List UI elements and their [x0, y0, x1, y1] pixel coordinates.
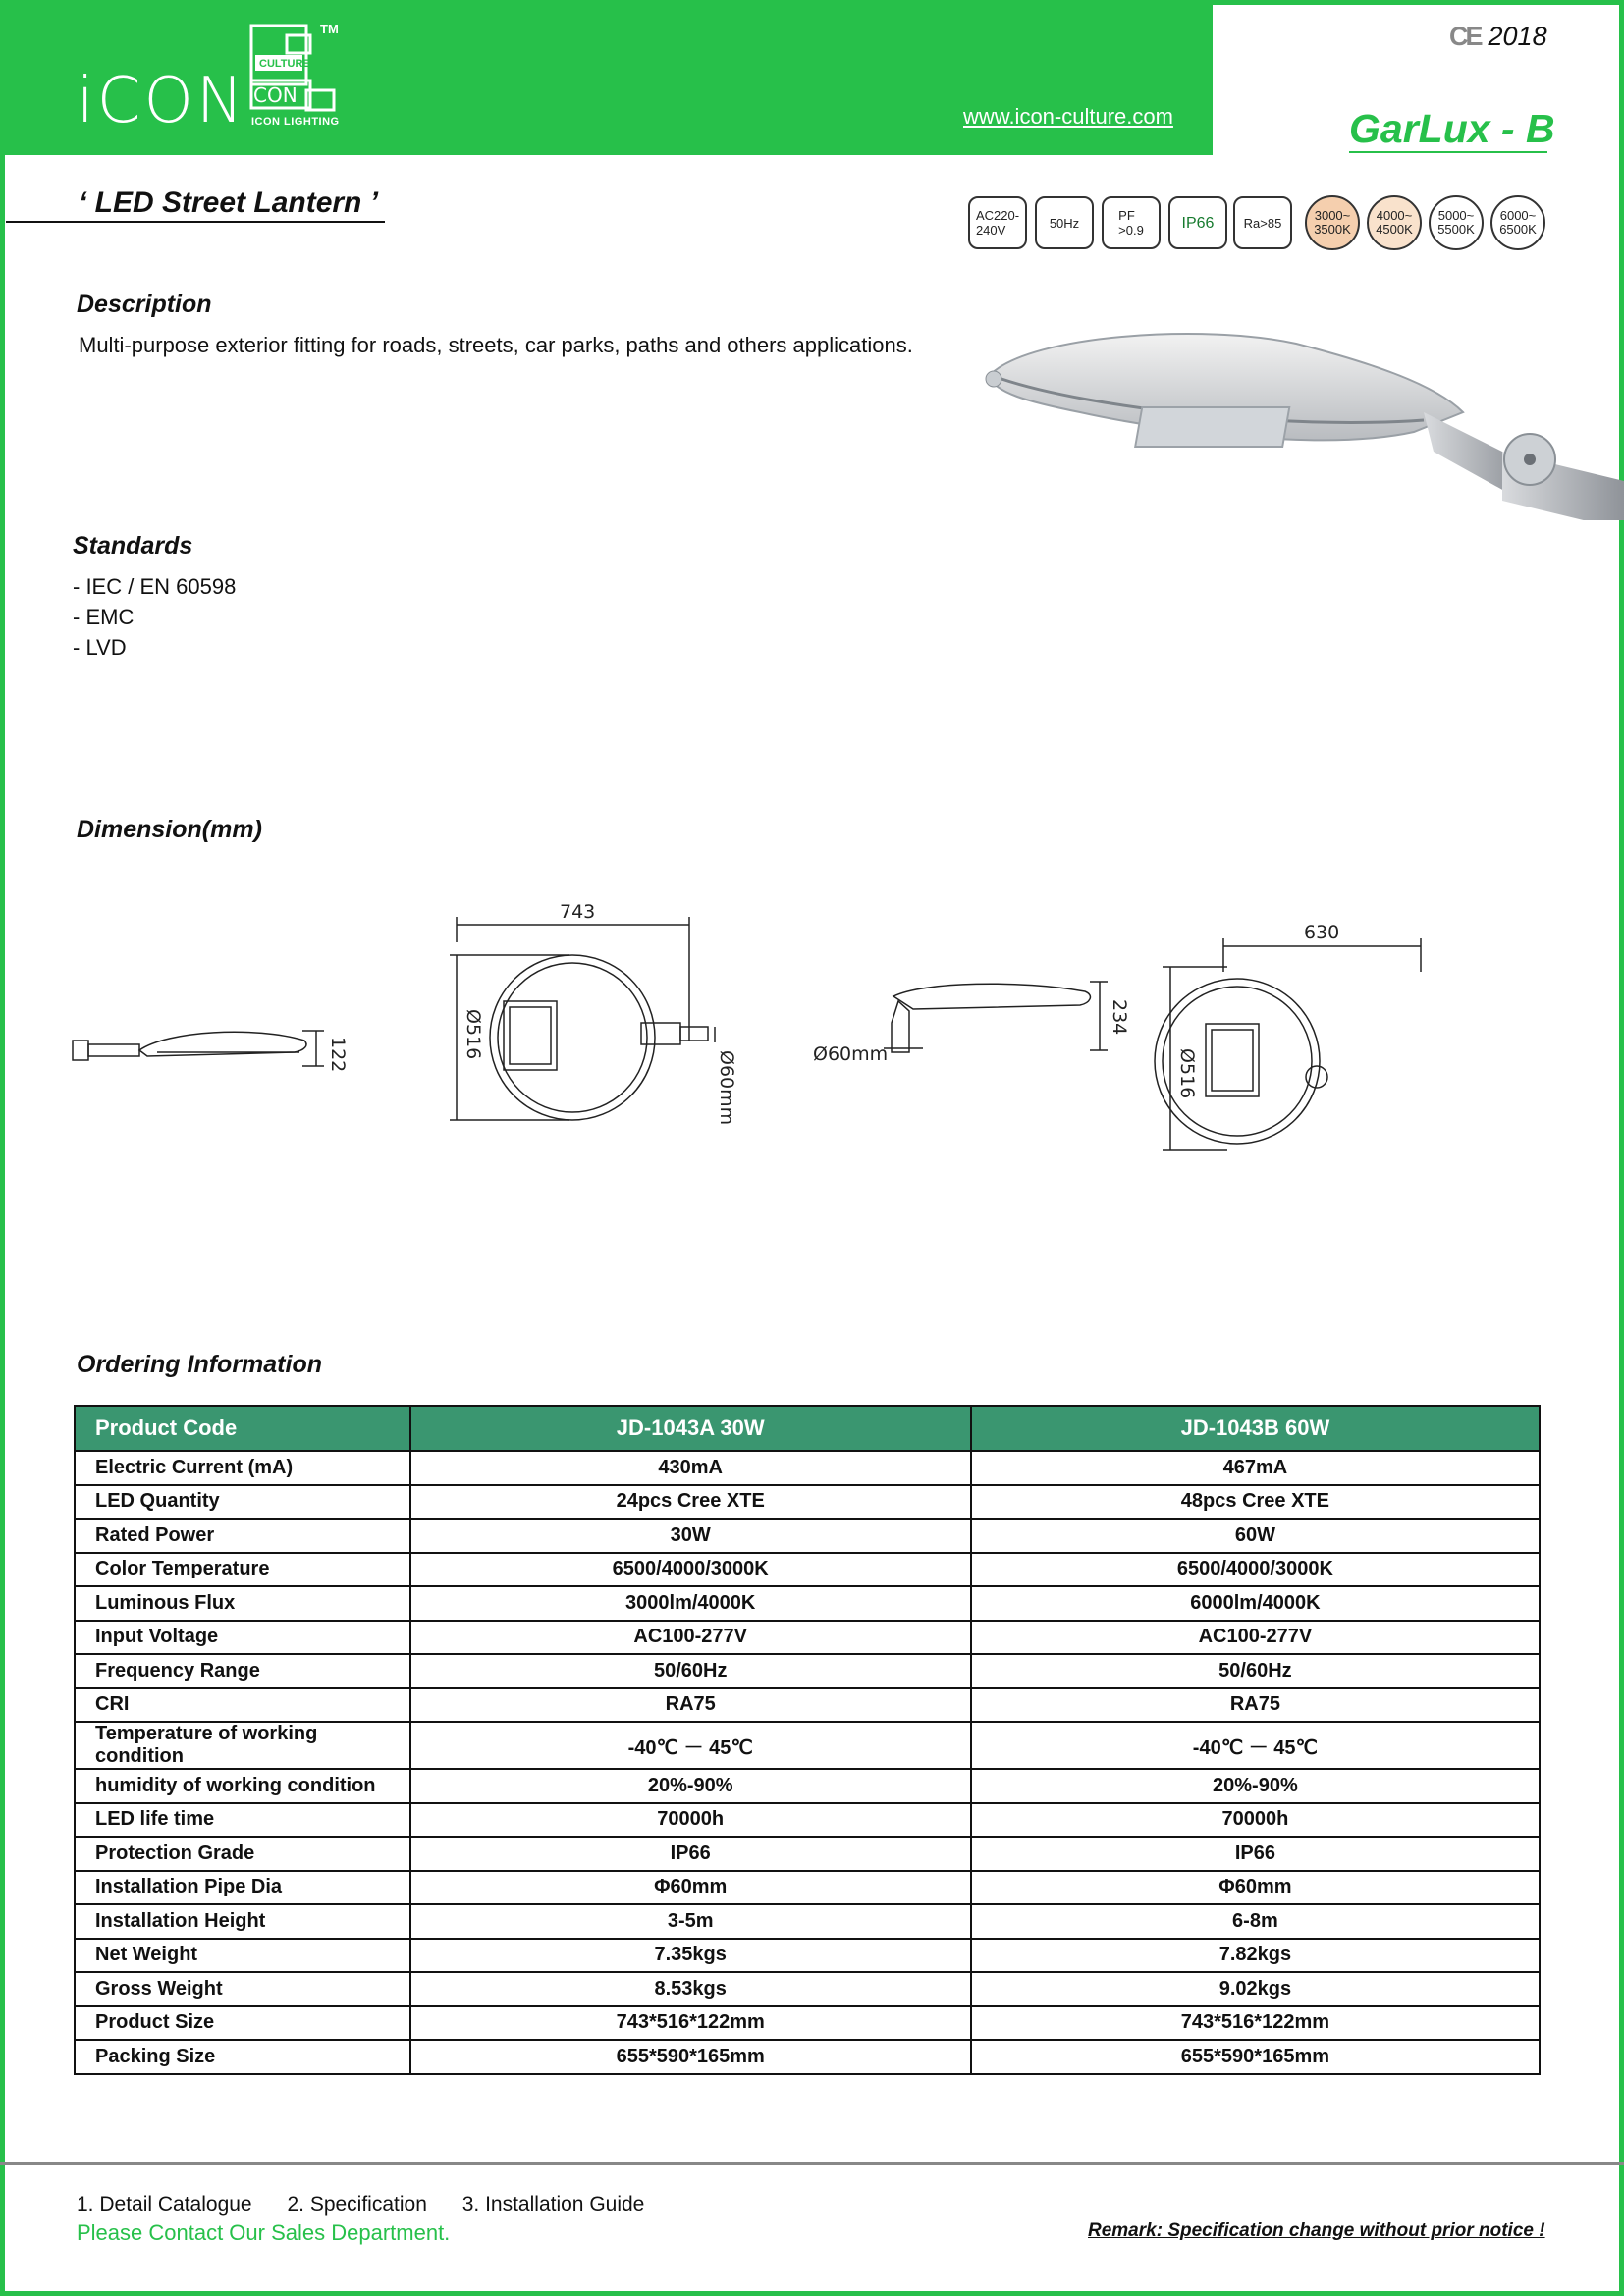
table-row	[75, 1688, 1540, 1723]
table-cell: 743*516*122mm	[971, 2006, 1540, 2041]
badge-voltage: AC220- 240V	[968, 196, 1027, 249]
ce-year	[1449, 22, 1547, 52]
pipe-60mm-a-label: Ø60mm	[716, 1050, 737, 1126]
dimension-heading: Dimension(mm)	[77, 816, 262, 843]
ordering-table	[74, 1405, 1541, 2075]
description-text: Multi-purpose exterior fitting for roads, streets, car parks, paths and others applications.	[79, 333, 913, 357]
table-cell: 50/60Hz	[971, 1654, 1540, 1688]
table-cell: 20%-90%	[410, 1769, 971, 1803]
table-cell: 7.82kgs	[971, 1939, 1540, 1973]
pipe-60mm-b-label: Ø60mm	[813, 1043, 889, 1065]
contact-note: Please Contact Our Sales Department.	[77, 2220, 451, 2245]
dia-516-a-label: Ø516	[462, 1009, 484, 1060]
row-label: Frequency Range	[75, 1654, 410, 1688]
table-cell: 70000h	[410, 1803, 971, 1838]
row-label: Protection Grade	[75, 1837, 410, 1871]
standard-item: - LVD	[73, 635, 127, 660]
row-label: LED life time	[75, 1803, 410, 1838]
column-header: Product Code	[75, 1406, 410, 1451]
table-cell: 6500/4000/3000K	[410, 1553, 971, 1587]
table-row	[75, 1586, 1540, 1621]
badge-cct-4000: 4000~ 4500K	[1367, 195, 1422, 250]
table-cell: -40℃ － 45℃	[971, 1722, 1540, 1769]
product-subtitle: ‘ LED Street Lantern ’	[79, 187, 379, 219]
badge-cct-6000: 6000~ 6500K	[1490, 195, 1545, 250]
brand-logo-icon	[247, 22, 342, 128]
row-label: Net Weight	[75, 1939, 410, 1973]
street-lantern-image	[972, 314, 1624, 520]
ce-mark-icon: CE	[1449, 22, 1481, 51]
table-row	[75, 1654, 1540, 1688]
table-cell: 50/60Hz	[410, 1654, 971, 1688]
row-label: Input Voltage	[75, 1621, 410, 1655]
footer-links	[77, 2193, 674, 2216]
row-label: LED Quantity	[75, 1485, 410, 1520]
table-cell: 8.53kgs	[410, 1972, 971, 2006]
table-cell: 7.35kgs	[410, 1939, 971, 1973]
badge-ip-rating: IP66	[1168, 196, 1227, 249]
top-view-a-drawing	[450, 917, 715, 1120]
year: 2018	[1488, 22, 1547, 51]
column-header: JD-1043A 30W	[410, 1406, 971, 1451]
table-cell: IP66	[410, 1837, 971, 1871]
column-header: JD-1043B 60W	[971, 1406, 1540, 1451]
table-cell: AC100-277V	[410, 1621, 971, 1655]
row-label: CRI	[75, 1688, 410, 1723]
logo-top-text: CULTURE	[259, 58, 310, 70]
table-cell: Φ60mm	[971, 1871, 1540, 1905]
table-row	[75, 1972, 1540, 2006]
row-label: Color Temperature	[75, 1553, 410, 1587]
table-row	[75, 1939, 1540, 1973]
badge-frequency: 50Hz	[1035, 196, 1094, 249]
side-view-a-drawing	[73, 1031, 324, 1066]
link-specification[interactable]: 2. Specification	[287, 2193, 427, 2216]
table-cell: 20%-90%	[971, 1769, 1540, 1803]
table-row	[75, 1722, 1540, 1769]
model-underline	[1349, 151, 1547, 153]
link-installation-guide[interactable]: 3. Installation Guide	[461, 2193, 645, 2216]
table-row	[75, 2006, 1540, 2041]
table-cell: 6-8m	[971, 1904, 1540, 1939]
model-name: GarLux - B	[1349, 106, 1555, 151]
top-view-b-drawing	[1155, 938, 1421, 1150]
table-cell: 9.02kgs	[971, 1972, 1540, 2006]
table-cell: 48pcs Cree XTE	[971, 1485, 1540, 1520]
table-cell: Φ60mm	[410, 1871, 971, 1905]
row-label: Temperature of working condition	[75, 1722, 410, 1769]
row-label: Installation Height	[75, 1904, 410, 1939]
table-cell: -40℃ － 45℃	[410, 1722, 971, 1769]
row-label: humidity of working condition	[75, 1769, 410, 1803]
trademark: TM	[320, 22, 339, 36]
standard-item: - IEC / EN 60598	[73, 574, 237, 599]
side-view-b-drawing	[884, 982, 1108, 1052]
table-cell: 60W	[971, 1519, 1540, 1553]
height-122-label: 122	[327, 1037, 349, 1073]
remark-note: Remark: Specification change without prior notice !	[1088, 2220, 1545, 2241]
table-cell: 467mA	[971, 1451, 1540, 1485]
table-row	[75, 2040, 1540, 2074]
height-234-label: 234	[1109, 999, 1130, 1036]
standards-heading: Standards	[73, 532, 193, 560]
table-row	[75, 1553, 1540, 1587]
table-cell: 6000lm/4000K	[971, 1586, 1540, 1621]
row-label: Gross Weight	[75, 1972, 410, 2006]
table-cell: 24pcs Cree XTE	[410, 1485, 971, 1520]
table-cell: RA75	[971, 1688, 1540, 1723]
table-cell: 30W	[410, 1519, 971, 1553]
table-cell: IP66	[971, 1837, 1540, 1871]
table-cell: 743*516*122mm	[410, 2006, 971, 2041]
table-row	[75, 1871, 1540, 1905]
table-cell: 3000lm/4000K	[410, 1586, 971, 1621]
row-label: Electric Current (mA)	[75, 1451, 410, 1485]
standard-item: - EMC	[73, 605, 135, 629]
table-row	[75, 1769, 1540, 1803]
width-630-label: 630	[1304, 922, 1340, 943]
badge-cri: Ra>85	[1233, 196, 1292, 249]
width-743-label: 743	[560, 901, 596, 923]
row-label: Product Size	[75, 2006, 410, 2041]
brand-name: iCON	[77, 65, 246, 137]
row-label: Packing Size	[75, 2040, 410, 2074]
table-row	[75, 1519, 1540, 1553]
table-cell: 655*590*165mm	[410, 2040, 971, 2074]
table-row	[75, 1837, 1540, 1871]
ordering-heading: Ordering Information	[77, 1351, 322, 1378]
row-label: Installation Pipe Dia	[75, 1871, 410, 1905]
dia-516-b-label: Ø516	[1176, 1048, 1198, 1099]
table-cell: AC100-277V	[971, 1621, 1540, 1655]
table-cell: RA75	[410, 1688, 971, 1723]
row-label: Rated Power	[75, 1519, 410, 1553]
description-heading: Description	[77, 291, 212, 318]
row-label: Luminous Flux	[75, 1586, 410, 1621]
badge-cct-3000: 3000~ 3500K	[1305, 195, 1360, 250]
website-link[interactable]: www.icon-culture.com	[963, 104, 1173, 129]
logo-mid-text: CON	[253, 83, 298, 107]
table-cell: 430mA	[410, 1451, 971, 1485]
logo-subtitle: ICON LIGHTING	[251, 116, 340, 128]
table-cell: 70000h	[971, 1803, 1540, 1838]
footer-divider	[0, 2162, 1624, 2165]
subtitle-underline	[6, 221, 385, 223]
table-cell: 655*590*165mm	[971, 2040, 1540, 2074]
table-cell: 6500/4000/3000K	[971, 1553, 1540, 1587]
table-row	[75, 1904, 1540, 1939]
table-row	[75, 1803, 1540, 1838]
table-cell: 3-5m	[410, 1904, 971, 1939]
link-detail-catalogue[interactable]: 1. Detail Catalogue	[77, 2193, 252, 2216]
table-header-row	[75, 1406, 1540, 1451]
table-row	[75, 1451, 1540, 1485]
table-row	[75, 1485, 1540, 1520]
badge-cct-5000: 5000~ 5500K	[1429, 195, 1484, 250]
dimension-drawings	[59, 883, 1453, 1178]
table-row	[75, 1621, 1540, 1655]
badge-power-factor: PF >0.9	[1102, 196, 1161, 249]
